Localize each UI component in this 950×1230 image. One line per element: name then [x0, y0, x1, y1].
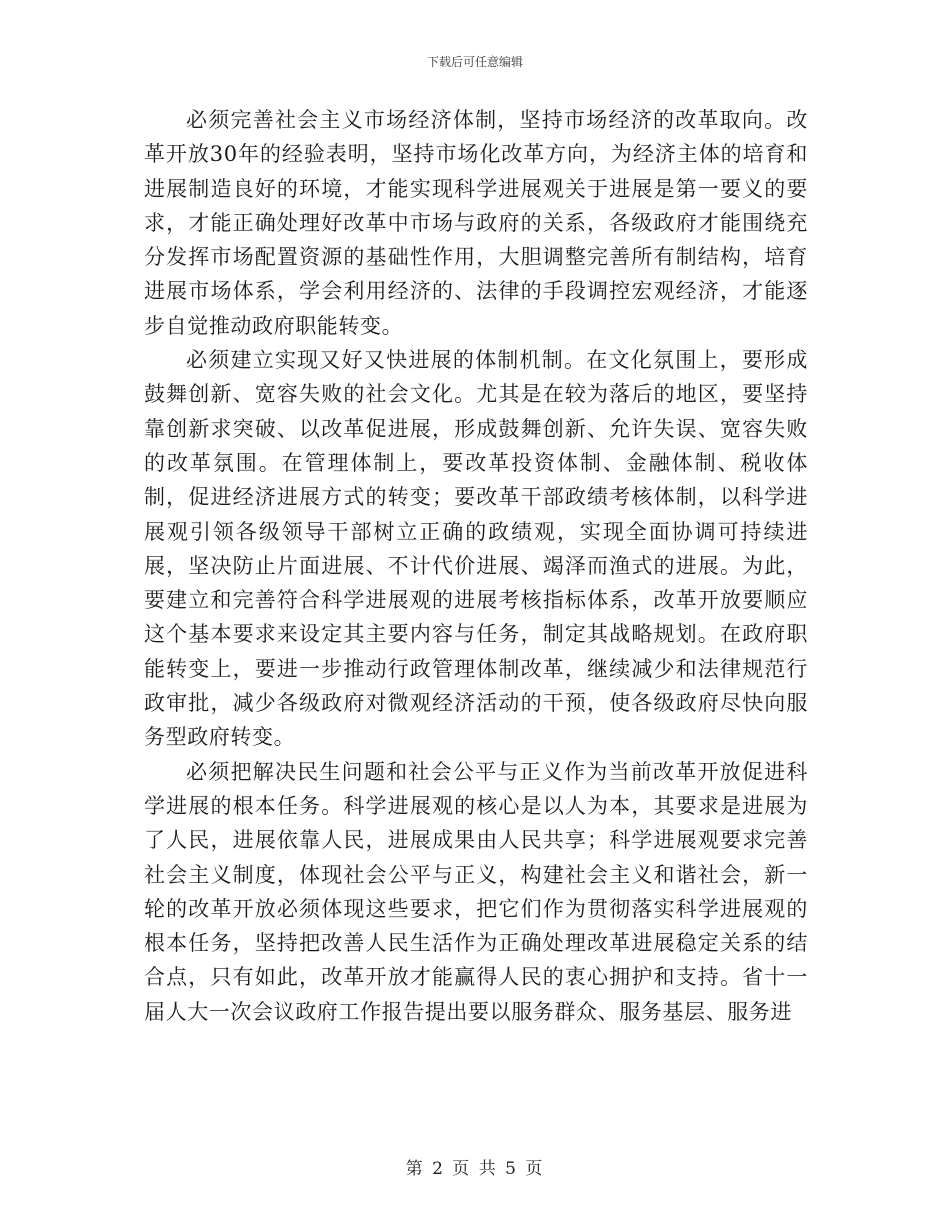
header-note: 下载后可任意编辑	[426, 55, 523, 69]
page-number: 第 2 页 共 5 页	[405, 1159, 545, 1179]
paragraph-market-economy: 必须完善社会主义市场经济体制，坚持市场经济的改革取向。改革开放30年的经验表明，坚持市场化改革方向，为经济主体的培育和进展制造良好的环境，才能实现科学进展观关于进展是第一要义的要求，才能正确处理好改革中市场与政府的关系，各级政府才能围绕充分发挥市场配置资源的基础性作用，大胆调整完善所有制结构，培育进展市场体系，学会利用经济的、法律的手段调控宏观经济，才能逐步自觉推动政府职能转变。	[144, 108, 808, 338]
paragraph-livelihood-fairness: 必须把解决民生问题和社会公平与正义作为当前改革开放促进科学进展的根本任务。科学进展观的核心是以人为本，其要求是进展为了人民，进展依靠人民，进展成果由人民共享；科学进展观要求完善社会主义制度，体现社会公平与正义，构建社会主义和谐社会，新一轮的改革开放必须体现这些要求，把它们作为贯彻落实科学进展观的根本任务，坚持把改善人民生活作为正确处理改革进展稳定关系的结合点，只有如此，改革开放才能赢得人民的衷心拥护和支持。省十一届人大一次会议政府工作报告提出要以服务群众、服务基层、服务进	[144, 759, 808, 1024]
paragraph-institutional-mechanism: 必须建立实现又好又快进展的体制机制。在文化氛围上，要形成鼓舞创新、宽容失败的社会文化。尤其是在较为落后的地区，要坚持靠创新求突破、以改革促进展，形成鼓舞创新、允许失误、宽容失败的改革氛围。在管理体制上，要改革投资体制、金融体制、税收体制，促进经济进展方式的转变；要改革干部政绩考核体制，以科学进展观引领各级领导干部树立正确的政绩观，实现全面协调可持续进展，坚决防止片面进展、不计代价进展、竭泽而渔式的进展。为此，要建立和完善符合科学进展观的进展考核指标体系，改革开放要顺应这个基本要求来设定其主要内容与任务，制定其战略规划。在政府职能转变上，要进一步推动行政管理体制改革，继续减少和法律规范行政审批，减少各级政府对微观经济活动的干预，使各级政府尽快向服务型政府转变。	[144, 348, 808, 750]
body-text	[144, 103, 808, 1029]
